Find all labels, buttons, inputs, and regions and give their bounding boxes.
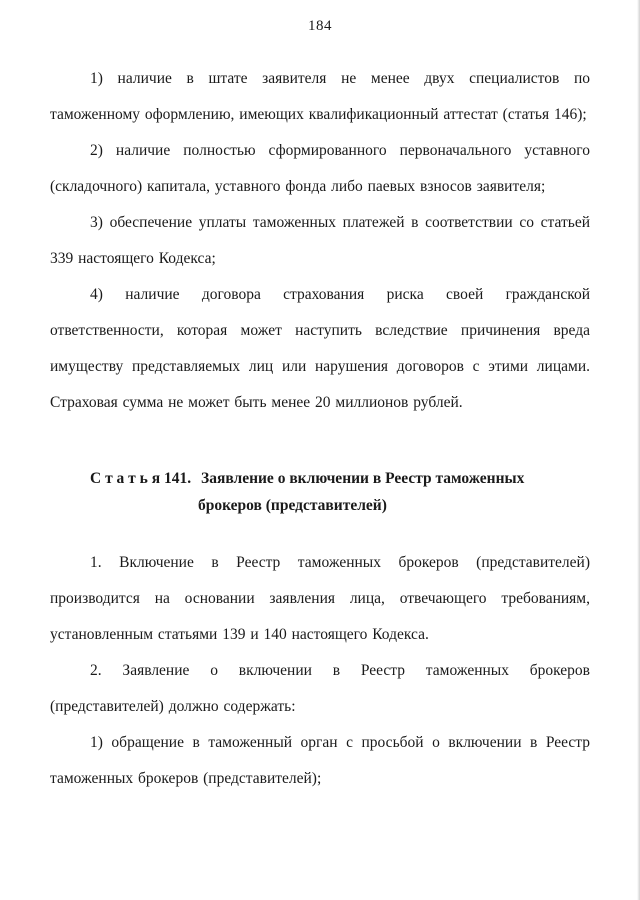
article-141-heading [50,465,590,519]
list-item-2: 2) наличие полностью сформированного первоначального уставного (складочного) капитала, уставного фонда либо паевых взносов заявителя; [50,141,590,195]
article-title: Заявление о включении в Реестр таможенных брокеров (представителей) [198,469,525,514]
page-number: 184 [308,18,332,34]
clause-2: 2. Заявление о включении в Реестр таможенных брокеров (представителей) должно содержать: [50,661,590,715]
article-label: С т а т ь я 141. [90,469,192,487]
clause-1: 1. Включение в Реестр таможенных брокеров (представителей) производится на основании заявления лица, отвечающего требованиям, установленным статьями 139 и 140 настоящего Кодекса. [50,553,590,643]
list-item-1: 1) наличие в штате заявителя не менее двух специалистов по таможенному оформлению, имеющих квалификационный аттестат (статья 146); [50,70,590,123]
document-body [50,61,590,796]
article-141-body [50,545,590,797]
list-item-3: 3) обеспечение уплаты таможенных платежей в соответствии со статьей 339 настоящего Кодекса; [50,213,590,267]
list-item-4: 4) наличие договора страхования риска своей гражданской ответственности, которая может наступить вследствие причинения вреда имуществу представляемых лиц или нарушения договоров с этими лицами. Страховая сумма не может быть менее 20 миллионов рублей. [50,285,590,411]
clause-2-subitem-1: 1) обращение в таможенный орган с просьбой о включении в Реестр таможенных брокеров (представителей); [50,733,590,787]
